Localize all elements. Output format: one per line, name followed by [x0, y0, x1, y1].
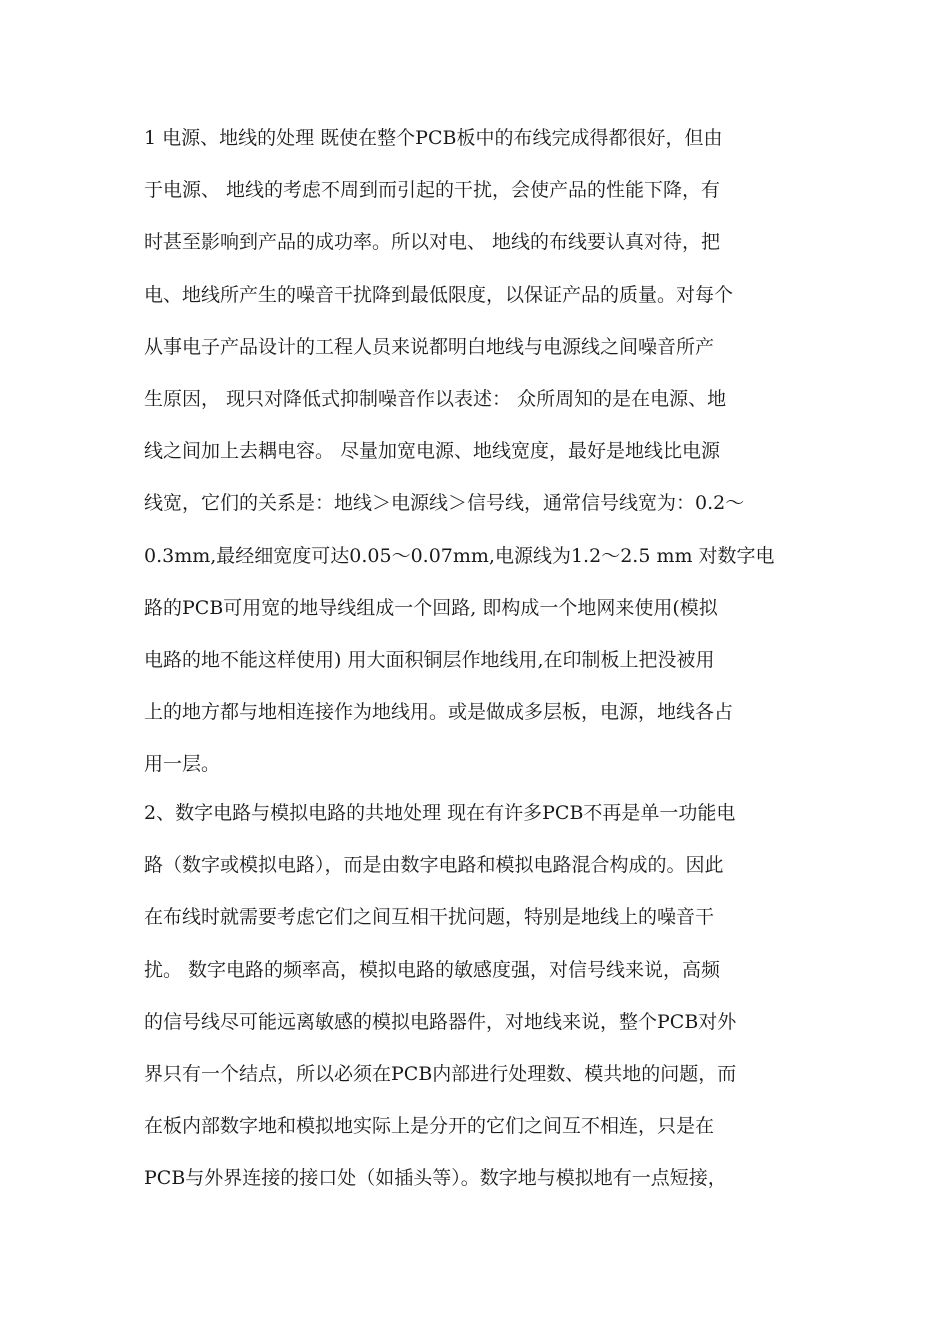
paragraph-digital-analog-ground: [144, 787, 812, 1205]
text-line: 在板内部数字地和模拟地实际上是分开的它们之间互不相连，只是在: [144, 1115, 715, 1138]
text-line: 路（数字或模拟电路），而是由数字电路和模拟电路混合构成的。因此: [144, 854, 724, 877]
text-line: 线之间加上去耦电容。 尽量加宽电源、地线宽度，最好是地线比电源: [144, 440, 721, 463]
text-line: 的信号线尽可能远离敏感的模拟电路器件，对地线来说，整个PCB对外: [144, 1010, 737, 1033]
text-line: 生原因， 现只对降低式抑制噪音作以表述： 众所周知的是在电源、地: [144, 387, 727, 410]
text-line: 1 电源、地线的处理 既使在整个PCB板中的布线完成得都很好，但由: [144, 127, 723, 149]
paragraph-power-ground: [144, 112, 812, 790]
text-line: 从事电子产品设计的工程人员来说都明白地线与电源线之间噪音所产: [144, 335, 715, 358]
text-line: PCB与外界连接的接口处（如插头等）。数字地与模拟地有一点短接，: [144, 1167, 727, 1190]
text-line: 线宽，它们的关系是：地线＞电源线＞信号线，通常信号线宽为：0.2～: [144, 492, 745, 515]
text-line: 用一层。: [144, 753, 221, 776]
text-line: 扰。 数字电路的频率高，模拟电路的敏感度强，对信号线来说，高频: [144, 958, 721, 981]
text-line: 于电源、 地线的考虑不周到而引起的干扰，会使产品的性能下降，有: [144, 179, 721, 202]
text-line: 0.3mm,最经细宽度可达0.05～0.07mm,电源线为1.2～2.5 mm 对数字电: [144, 544, 775, 567]
text-line: 电、地线所产生的噪音干扰降到最低限度，以保证产品的质量。对每个: [144, 283, 734, 306]
text-line: 时甚至影响到产品的成功率。所以对电、 地线的布线要认真对待，把: [144, 231, 721, 254]
text-line: 路的PCB可用宽的地导线组成一个回路, 即构成一个地网来使用(模拟: [144, 596, 718, 619]
text-line: 在布线时就需要考虑它们之间互相干扰问题，特别是地线上的噪音干: [144, 906, 715, 929]
text-line: 上的地方都与地相连接作为地线用。或是做成多层板，电源，地线各占: [144, 701, 734, 724]
text-line: 2、数字电路与模拟电路的共地处理 现在有许多PCB不再是单一功能电: [144, 802, 736, 824]
text-line: 界只有一个结点，所以必须在PCB内部进行处理数、模共地的问题，而: [144, 1062, 737, 1085]
text-line: 电路的地不能这样使用) 用大面积铜层作地线用,在印制板上把没被用: [144, 648, 715, 671]
